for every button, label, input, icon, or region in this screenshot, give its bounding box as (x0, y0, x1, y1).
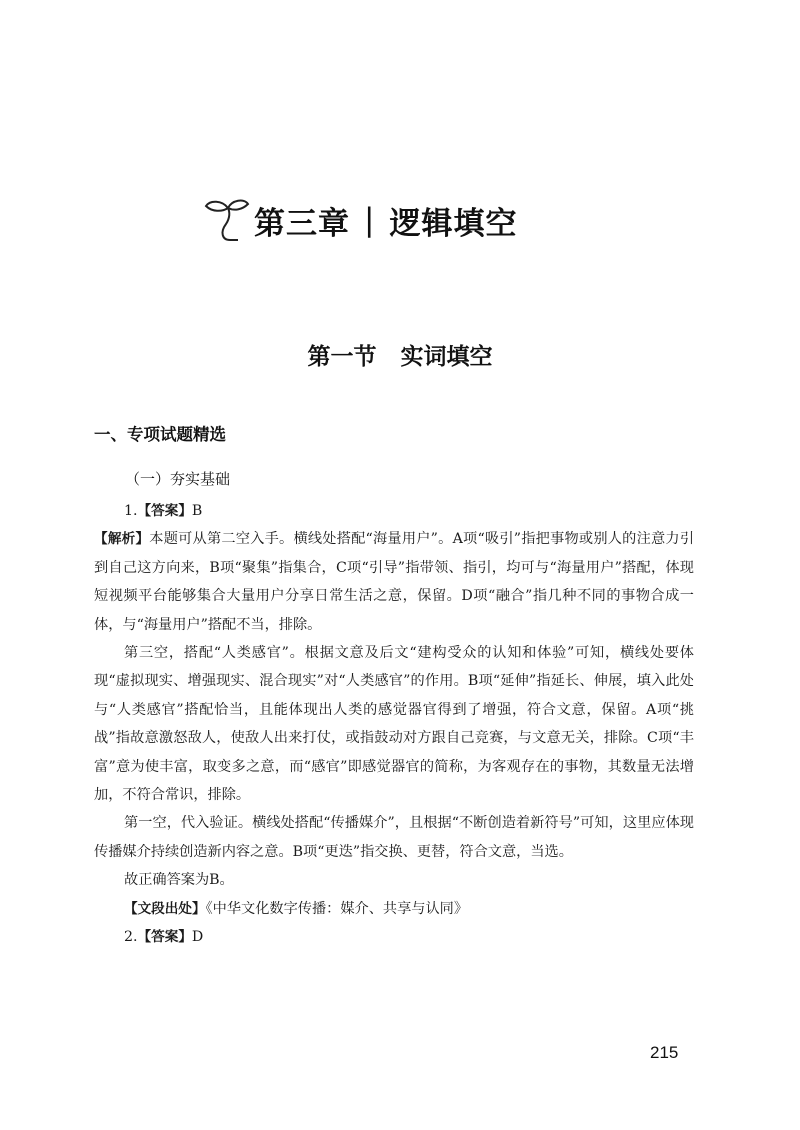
section-title (0, 338, 800, 371)
q2-answer-line (94, 923, 694, 951)
chapter-separator: | (364, 202, 376, 238)
section-number: 第一节 (307, 344, 377, 370)
q1-analysis-text: 本题可从第二空入手。横线处搭配“海量用户”。A项“吸引”指把事物或别人的注意力引到自己这方向来，B项“聚集”指集合，C项“引导”指带领、指引，均可与“海量用户”搭配，体现短视频平台能够集合大量用户分享日常生活之意，保留。D项“融合”指几种不同的事物合成一体，与“海量用户”搭配不当，排除。 (94, 531, 695, 633)
q1-answer-line (94, 497, 694, 525)
q1-answer-value: B (191, 503, 203, 519)
q2-number: 2. (124, 929, 138, 946)
q1-paragraph-3: 第一空，代入验证。横线处搭配“传播媒介”，且根据“不断创造着新符号”可知，这里应体现传播媒介持续创造新内容之意。B项“更迭”指交换、更替，符合文意，当选。 (94, 815, 694, 860)
body-content (94, 497, 694, 952)
q1-conclusion: 故正确答案为B。 (124, 872, 234, 889)
q1-analysis-label: 【解析】 (94, 531, 150, 548)
chapter-title: 第三章 (254, 205, 350, 242)
q1-source-value: 《中华文化数字传播：媒介、共享与认同》 (205, 900, 469, 917)
q1-source-label: 【文段出处】 (124, 900, 206, 917)
section-name: 实词填空 (400, 344, 493, 370)
q1-paragraph-2: 第三空，搭配“人类感官”。根据文意及后文“建构受众的认知和体验”可知，横线处要体现“虚拟现实、增强现实、混合现实”对“人类感官”的作用。B项“延伸”指延长、伸展，填入此处与“人类感官”搭配恰当，且能体现出人类的感觉器官得到了增强，符合文意，保留。A项“挑战”指故意激怒敌人，使敌人出来打仗，或指鼓动对方跟自己竞赛，与文意无关，排除。C项“丰富”意为使丰富，取变多之意，而“感官”即感觉器官的简称，为客观存在的事物，其数量无法增加，不符合常识，排除。 (94, 645, 694, 804)
q2-answer-label: 【答案】 (137, 929, 192, 946)
heading-level1: 一、专项试题精选 (94, 425, 226, 444)
q1-source-line (94, 895, 694, 923)
page-number: 215 (650, 1043, 679, 1062)
q1-analysis-paragraph (94, 525, 694, 639)
q1-answer-label: 【答案】 (137, 503, 192, 519)
chapter-heading (200, 196, 600, 244)
q1-number: 1. (124, 503, 138, 519)
sprout-icon (200, 196, 252, 244)
heading-level2: （一）夯实基础 (125, 470, 231, 488)
chapter-subtitle: 逻辑填空 (389, 205, 518, 242)
q2-answer-value: D (191, 929, 204, 946)
